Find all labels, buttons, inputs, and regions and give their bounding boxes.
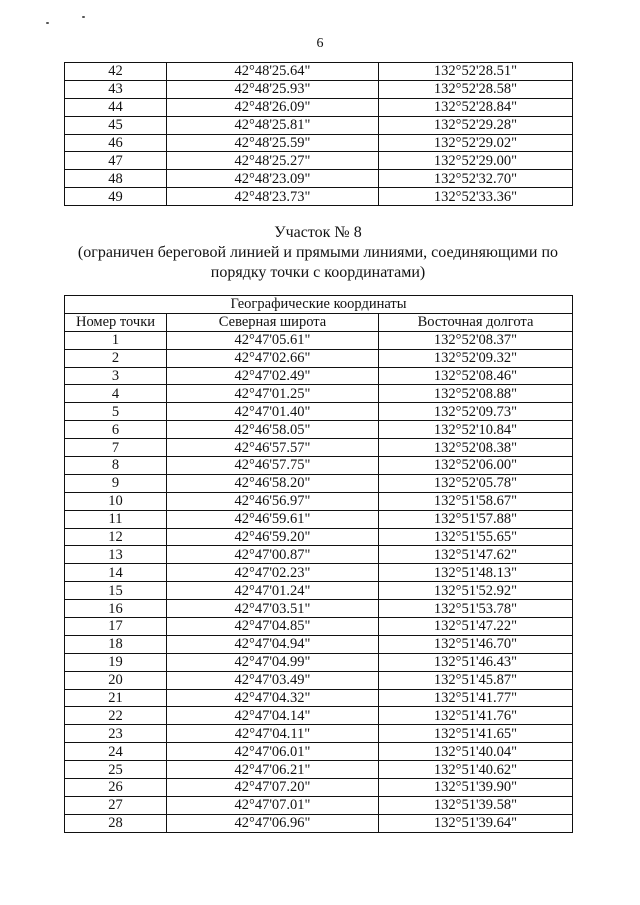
latitude-cell: 42°47'07.20" xyxy=(167,779,379,797)
point-number-cell: 4 xyxy=(65,385,167,403)
longitude-cell: 132°51'39.58" xyxy=(379,796,573,814)
point-number-cell: 11 xyxy=(65,510,167,528)
latitude-cell: 42°48'25.59" xyxy=(167,134,379,152)
table-row xyxy=(65,653,573,671)
latitude-cell: 42°48'25.81" xyxy=(167,116,379,134)
point-number-cell: 46 xyxy=(65,134,167,152)
column-header-longitude: Восточная долгота xyxy=(379,313,573,331)
latitude-cell: 42°47'06.96" xyxy=(167,814,379,832)
latitude-cell: 42°47'02.66" xyxy=(167,349,379,367)
table-row xyxy=(65,385,573,403)
point-number-cell: 23 xyxy=(65,725,167,743)
point-number-cell: 12 xyxy=(65,528,167,546)
point-number-cell: 17 xyxy=(65,618,167,636)
longitude-cell: 132°51'52.92" xyxy=(379,582,573,600)
table-row xyxy=(65,80,573,98)
longitude-cell: 132°52'10.84" xyxy=(379,421,573,439)
latitude-cell: 42°47'06.21" xyxy=(167,761,379,779)
longitude-cell: 132°52'05.78" xyxy=(379,474,573,492)
latitude-cell: 42°48'25.64" xyxy=(167,63,379,81)
point-number-cell: 25 xyxy=(65,761,167,779)
table-row xyxy=(65,152,573,170)
longitude-cell: 132°52'29.00" xyxy=(379,152,573,170)
point-number-cell: 13 xyxy=(65,546,167,564)
table-row xyxy=(65,188,573,206)
table-row xyxy=(65,689,573,707)
point-number-cell: 14 xyxy=(65,564,167,582)
latitude-cell: 42°47'02.49" xyxy=(167,367,379,385)
table-row xyxy=(65,671,573,689)
table-row xyxy=(65,635,573,653)
point-number-cell: 20 xyxy=(65,671,167,689)
longitude-cell: 132°51'53.78" xyxy=(379,600,573,618)
longitude-cell: 132°51'57.88" xyxy=(379,510,573,528)
longitude-cell: 132°51'40.04" xyxy=(379,743,573,761)
latitude-cell: 42°47'02.23" xyxy=(167,564,379,582)
table-row xyxy=(65,63,573,81)
table-row xyxy=(65,600,573,618)
longitude-cell: 132°52'28.58" xyxy=(379,80,573,98)
latitude-cell: 42°47'04.11" xyxy=(167,725,379,743)
longitude-cell: 132°52'08.46" xyxy=(379,367,573,385)
table-row xyxy=(65,492,573,510)
table-row xyxy=(65,98,573,116)
longitude-cell: 132°52'08.38" xyxy=(379,439,573,457)
point-number-cell: 42 xyxy=(65,63,167,81)
point-number-cell: 45 xyxy=(65,116,167,134)
longitude-cell: 132°51'47.22" xyxy=(379,618,573,636)
longitude-cell: 132°51'41.65" xyxy=(379,725,573,743)
page-number: 6 xyxy=(316,36,324,51)
point-number-cell: 15 xyxy=(65,582,167,600)
latitude-cell: 42°47'06.01" xyxy=(167,743,379,761)
longitude-cell: 132°51'40.62" xyxy=(379,761,573,779)
section-title: Участок № 8 xyxy=(274,224,362,241)
latitude-cell: 42°48'23.09" xyxy=(167,170,379,188)
latitude-cell: 42°47'01.40" xyxy=(167,403,379,421)
longitude-cell: 132°52'06.00" xyxy=(379,457,573,475)
point-number-cell: 2 xyxy=(65,349,167,367)
table-row xyxy=(65,331,573,349)
section-subtitle: (ограничен береговой линией и прямыми линиями, соединяющими по порядку точки с координатами) xyxy=(77,244,559,281)
table-body xyxy=(65,331,573,832)
column-header-point-number: Номер точки xyxy=(65,313,167,331)
longitude-cell: 132°52'33.36" xyxy=(379,188,573,206)
latitude-cell: 42°47'04.85" xyxy=(167,618,379,636)
point-number-cell: 3 xyxy=(65,367,167,385)
latitude-cell: 42°47'05.61" xyxy=(167,331,379,349)
table-row xyxy=(65,134,573,152)
longitude-cell: 132°52'09.73" xyxy=(379,403,573,421)
point-number-cell: 27 xyxy=(65,796,167,814)
coordinates-table-continued xyxy=(64,62,573,206)
latitude-cell: 42°47'04.14" xyxy=(167,707,379,725)
longitude-cell: 132°52'32.70" xyxy=(379,170,573,188)
table-row xyxy=(65,510,573,528)
point-number-cell: 10 xyxy=(65,492,167,510)
longitude-cell: 132°51'45.87" xyxy=(379,671,573,689)
latitude-cell: 42°46'59.61" xyxy=(167,510,379,528)
longitude-cell: 132°51'46.43" xyxy=(379,653,573,671)
longitude-cell: 132°52'09.32" xyxy=(379,349,573,367)
longitude-cell: 132°51'39.64" xyxy=(379,814,573,832)
table-row xyxy=(65,457,573,475)
point-number-cell: 18 xyxy=(65,635,167,653)
point-number-cell: 5 xyxy=(65,403,167,421)
latitude-cell: 42°47'04.99" xyxy=(167,653,379,671)
latitude-cell: 42°47'01.25" xyxy=(167,385,379,403)
table-row xyxy=(65,439,573,457)
point-number-cell: 47 xyxy=(65,152,167,170)
column-header-latitude: Северная широта xyxy=(167,313,379,331)
longitude-cell: 132°51'39.90" xyxy=(379,779,573,797)
latitude-cell: 42°46'56.97" xyxy=(167,492,379,510)
latitude-cell: 42°48'23.73" xyxy=(167,188,379,206)
table-row xyxy=(65,170,573,188)
latitude-cell: 42°48'26.09" xyxy=(167,98,379,116)
latitude-cell: 42°46'57.57" xyxy=(167,439,379,457)
table-row xyxy=(65,474,573,492)
table-row xyxy=(65,367,573,385)
point-number-cell: 49 xyxy=(65,188,167,206)
point-number-cell: 6 xyxy=(65,421,167,439)
table-row xyxy=(65,116,573,134)
longitude-cell: 132°52'08.88" xyxy=(379,385,573,403)
latitude-cell: 42°47'03.49" xyxy=(167,671,379,689)
longitude-cell: 132°51'47.62" xyxy=(379,546,573,564)
table-header-row xyxy=(65,313,573,331)
point-number-cell: 1 xyxy=(65,331,167,349)
latitude-cell: 42°47'04.32" xyxy=(167,689,379,707)
latitude-cell: 42°48'25.93" xyxy=(167,80,379,98)
longitude-cell: 132°51'55.65" xyxy=(379,528,573,546)
table-row xyxy=(65,582,573,600)
latitude-cell: 42°46'58.20" xyxy=(167,474,379,492)
table-row xyxy=(65,421,573,439)
point-number-cell: 26 xyxy=(65,779,167,797)
latitude-cell: 42°47'04.94" xyxy=(167,635,379,653)
point-number-cell: 16 xyxy=(65,600,167,618)
table-row xyxy=(65,349,573,367)
longitude-cell: 132°51'46.70" xyxy=(379,635,573,653)
longitude-cell: 132°52'28.51" xyxy=(379,63,573,81)
latitude-cell: 42°46'59.20" xyxy=(167,528,379,546)
point-number-cell: 9 xyxy=(65,474,167,492)
table-row xyxy=(65,546,573,564)
longitude-cell: 132°52'08.37" xyxy=(379,331,573,349)
table-row xyxy=(65,725,573,743)
table-row xyxy=(65,796,573,814)
longitude-cell: 132°51'48.13" xyxy=(379,564,573,582)
table-row xyxy=(65,743,573,761)
group-header: Географические координаты xyxy=(65,296,573,314)
point-number-cell: 24 xyxy=(65,743,167,761)
point-number-cell: 7 xyxy=(65,439,167,457)
latitude-cell: 42°48'25.27" xyxy=(167,152,379,170)
latitude-cell: 42°46'58.05" xyxy=(167,421,379,439)
latitude-cell: 42°47'00.87" xyxy=(167,546,379,564)
point-number-cell: 43 xyxy=(65,80,167,98)
point-number-cell: 48 xyxy=(65,170,167,188)
table-row xyxy=(65,761,573,779)
latitude-cell: 42°47'07.01" xyxy=(167,796,379,814)
point-number-cell: 21 xyxy=(65,689,167,707)
table-body xyxy=(65,63,573,206)
longitude-cell: 132°51'58.67" xyxy=(379,492,573,510)
table-row xyxy=(65,707,573,725)
longitude-cell: 132°52'29.28" xyxy=(379,116,573,134)
point-number-cell: 22 xyxy=(65,707,167,725)
scan-speck xyxy=(82,16,85,18)
longitude-cell: 132°51'41.77" xyxy=(379,689,573,707)
scan-speck xyxy=(46,22,49,24)
latitude-cell: 42°47'01.24" xyxy=(167,582,379,600)
point-number-cell: 19 xyxy=(65,653,167,671)
table-row xyxy=(65,618,573,636)
table-row xyxy=(65,814,573,832)
table-row xyxy=(65,779,573,797)
point-number-cell: 44 xyxy=(65,98,167,116)
table-row xyxy=(65,403,573,421)
table-row xyxy=(65,564,573,582)
longitude-cell: 132°51'41.76" xyxy=(379,707,573,725)
table-row xyxy=(65,528,573,546)
coordinates-table-section-8 xyxy=(64,295,573,833)
latitude-cell: 42°46'57.75" xyxy=(167,457,379,475)
point-number-cell: 8 xyxy=(65,457,167,475)
latitude-cell: 42°47'03.51" xyxy=(167,600,379,618)
longitude-cell: 132°52'28.84" xyxy=(379,98,573,116)
table-group-header-row xyxy=(65,296,573,314)
longitude-cell: 132°52'29.02" xyxy=(379,134,573,152)
point-number-cell: 28 xyxy=(65,814,167,832)
